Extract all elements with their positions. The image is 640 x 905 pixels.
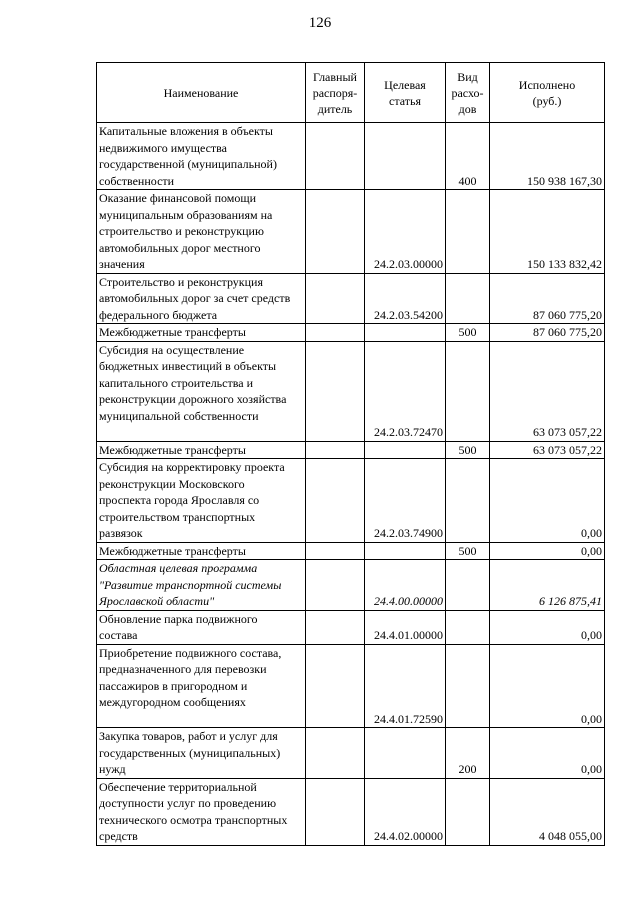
cell-main-manager — [306, 610, 365, 644]
table-row — [97, 190, 605, 274]
cell-name — [97, 778, 306, 845]
cell-expense-type — [446, 190, 490, 274]
table-header-row — [97, 63, 605, 123]
table-row — [97, 644, 605, 728]
cell-name-line: Закупка товаров, работ и услуг для — [99, 729, 278, 743]
cell-expense-type: 500 — [446, 324, 490, 342]
cell-name — [97, 610, 306, 644]
cell-target-article: 24.2.03.54200 — [365, 273, 446, 324]
cell-expense-type — [446, 778, 490, 845]
cell-name — [97, 459, 306, 543]
cell-executed-amount: 150 938 167,30 — [490, 123, 605, 190]
cell-expense-type — [446, 341, 490, 441]
cell-executed-amount: 63 073 057,22 — [490, 441, 605, 459]
header-line: Главный — [313, 69, 357, 84]
header-name — [97, 63, 306, 123]
header-line: статья — [389, 93, 421, 108]
cell-name-line: Обеспечение территориальной — [99, 779, 257, 794]
cell-name-line: развязок — [99, 526, 143, 540]
cell-name-line: Межбюджетные трансферты — [99, 442, 246, 457]
header-line: Наименование — [163, 85, 239, 100]
header-expense-type — [446, 63, 490, 123]
cell-name-line: состава — [99, 628, 138, 642]
cell-name-line: капитального строительства и — [99, 375, 253, 390]
table-row — [97, 273, 605, 324]
cell-name-line: бюджетных инвестиций в объекты — [99, 359, 277, 373]
cell-name-line: строительство и реконструкцию — [99, 224, 264, 238]
cell-name-line: пассажиров в пригородном и — [99, 678, 248, 693]
cell-expense-type — [446, 560, 490, 611]
cell-name-line: нужд — [99, 762, 126, 776]
cell-expense-type: 500 — [446, 441, 490, 459]
header-line: Вид — [457, 69, 478, 84]
cell-name-line: муниципальным образованиям на — [99, 207, 273, 222]
cell-name-line: автомобильных дорог за счет средств — [99, 291, 291, 305]
cell-target-article: 24.2.03.72470 — [365, 341, 446, 441]
cell-name-line: строительством транспортных — [99, 509, 256, 524]
cell-name-line: автомобильных дорог местного — [99, 240, 261, 255]
cell-name — [97, 324, 306, 342]
cell-executed-amount: 0,00 — [490, 459, 605, 543]
cell-executed-amount: 63 073 057,22 — [490, 341, 605, 441]
cell-target-article: 24.4.02.00000 — [365, 778, 446, 845]
cell-expense-type — [446, 273, 490, 324]
cell-main-manager — [306, 560, 365, 611]
cell-executed-amount: 0,00 — [490, 542, 605, 560]
cell-name — [97, 190, 306, 274]
cell-name-line: доступности услуг по проведению — [99, 796, 277, 810]
cell-executed-amount: 0,00 — [490, 728, 605, 779]
cell-name — [97, 441, 306, 459]
header-line: расхо- — [451, 85, 484, 100]
cell-name-line: государственной (муниципальной) — [99, 157, 277, 171]
cell-expense-type: 200 — [446, 728, 490, 779]
cell-main-manager — [306, 778, 365, 845]
cell-executed-amount: 0,00 — [490, 644, 605, 728]
header-main-manager — [306, 63, 365, 123]
cell-expense-type — [446, 610, 490, 644]
cell-expense-type: 400 — [446, 123, 490, 190]
cell-target-article — [365, 441, 446, 459]
table-row — [97, 778, 605, 845]
cell-target-article: 24.4.00.00000 — [365, 560, 446, 611]
cell-name-line: Областная целевая программа — [99, 561, 258, 575]
cell-main-manager — [306, 190, 365, 274]
cell-name-line: Ярославской области" — [99, 594, 215, 608]
cell-name-line: технического осмотра транспортных — [99, 812, 288, 827]
cell-name — [97, 560, 306, 611]
cell-main-manager — [306, 441, 365, 459]
table-row — [97, 123, 605, 190]
header-line: Исполнено — [518, 77, 576, 92]
header-line: (руб.) — [532, 93, 562, 108]
cell-target-article: 24.2.03.74900 — [365, 459, 446, 543]
table-row — [97, 324, 605, 342]
table-row — [97, 610, 605, 644]
header-line: дов — [458, 101, 477, 116]
cell-name-line: Субсидия на корректировку проекта — [99, 460, 285, 474]
cell-executed-amount: 87 060 775,20 — [490, 324, 605, 342]
table-row — [97, 728, 605, 779]
page-number: 126 — [308, 15, 332, 31]
header-line: Целевая — [384, 77, 426, 92]
cell-executed-amount: 87 060 775,20 — [490, 273, 605, 324]
cell-name-line: государственных (муниципальных) — [99, 745, 281, 760]
cell-name-line: реконструкции Московского — [99, 476, 245, 491]
cell-name-line: собственности — [99, 173, 175, 188]
cell-name — [97, 542, 306, 560]
cell-name-line: Приобретение подвижного состава, — [99, 645, 282, 660]
cell-name — [97, 273, 306, 324]
cell-name-line: Обновление парка подвижного — [99, 611, 258, 626]
cell-expense-type — [446, 459, 490, 543]
cell-name-line: Оказание финансовой помощи — [99, 191, 257, 205]
cell-name-line: Строительство и реконструкция — [99, 274, 263, 289]
header-target-article — [365, 63, 446, 123]
table-row — [97, 441, 605, 459]
cell-target-article — [365, 123, 446, 190]
cell-target-article — [365, 728, 446, 779]
cell-name-line: Субсидия на осуществление — [99, 342, 245, 357]
cell-main-manager — [306, 644, 365, 728]
cell-name-line: федерального бюджета — [99, 307, 218, 322]
cell-executed-amount: 0,00 — [490, 610, 605, 644]
cell-name — [97, 341, 306, 441]
cell-name-line: реконструкции дорожного хозяйства — [99, 392, 287, 406]
budget-execution-table — [96, 62, 605, 846]
cell-name-line: Межбюджетные трансферты — [99, 325, 246, 339]
cell-main-manager — [306, 324, 365, 342]
cell-name-line: Капитальные вложения в объекты — [99, 124, 273, 138]
cell-name — [97, 644, 306, 728]
cell-name-line: средств — [99, 829, 138, 843]
header-line: распоря- — [312, 85, 358, 100]
cell-main-manager — [306, 341, 365, 441]
cell-name-line: проспекта города Ярославля со — [99, 493, 260, 507]
cell-name — [97, 123, 306, 190]
cell-executed-amount: 150 133 832,42 — [490, 190, 605, 274]
cell-name-line: предназначенного для перевозки — [99, 662, 267, 676]
table-row — [97, 459, 605, 543]
cell-main-manager — [306, 459, 365, 543]
cell-target-article: 24.2.03.00000 — [365, 190, 446, 274]
table-row — [97, 542, 605, 560]
cell-name-line: "Развитие транспортной системы — [99, 577, 282, 592]
cell-name-line: значения — [99, 257, 145, 271]
cell-target-article: 24.4.01.72590 — [365, 644, 446, 728]
cell-name-line: недвижимого имущества — [99, 140, 227, 155]
cell-target-article — [365, 324, 446, 342]
cell-name — [97, 728, 306, 779]
cell-target-article: 24.4.01.00000 — [365, 610, 446, 644]
header-executed-amount — [490, 63, 605, 123]
cell-name-line: междугородном сообщениях — [99, 695, 246, 709]
table-body — [97, 123, 605, 846]
cell-expense-type — [446, 644, 490, 728]
cell-name-line: Межбюджетные трансферты — [99, 543, 246, 558]
table-row — [97, 341, 605, 441]
cell-main-manager — [306, 123, 365, 190]
cell-executed-amount: 6 126 875,41 — [490, 560, 605, 611]
cell-name-line: муниципальной собственности — [99, 408, 259, 423]
table-row — [97, 560, 605, 611]
cell-target-article — [365, 542, 446, 560]
cell-main-manager — [306, 728, 365, 779]
cell-main-manager — [306, 273, 365, 324]
cell-main-manager — [306, 542, 365, 560]
header-line: дитель — [317, 101, 353, 116]
cell-executed-amount: 4 048 055,00 — [490, 778, 605, 845]
cell-expense-type: 500 — [446, 542, 490, 560]
